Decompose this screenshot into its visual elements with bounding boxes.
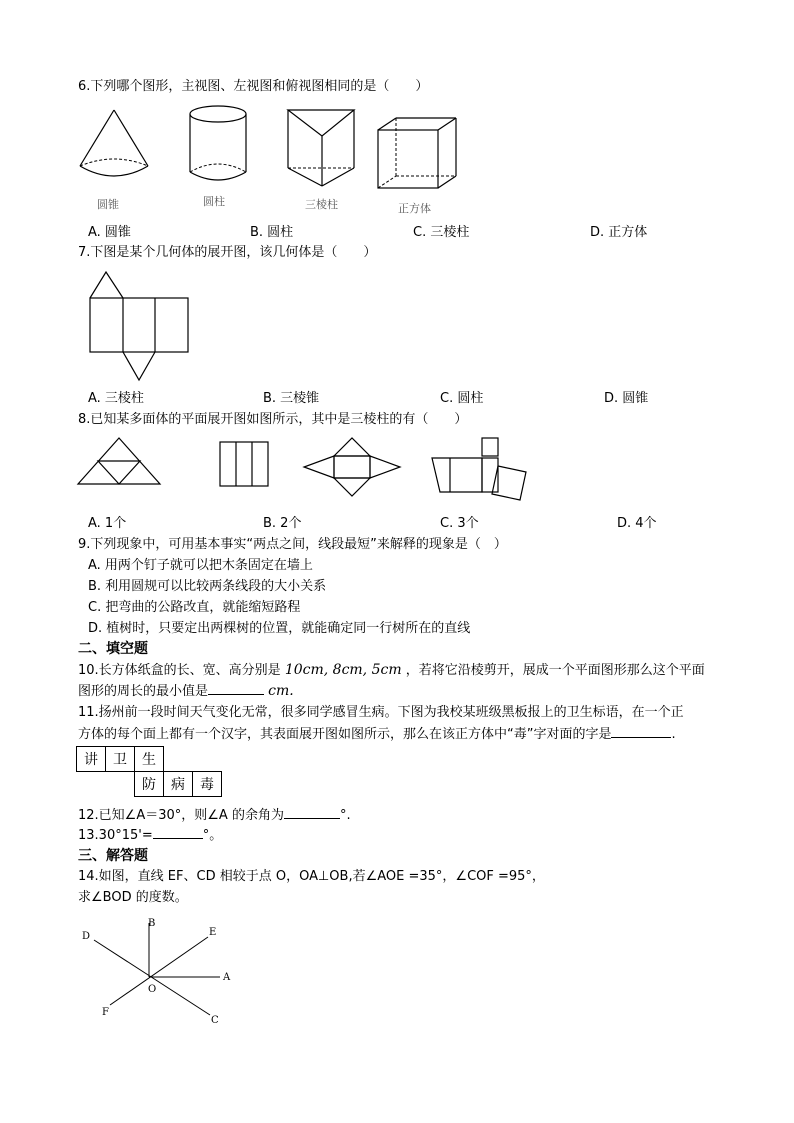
q10-line2 [78, 682, 294, 701]
q7-option-c: C. 圆柱 [440, 391, 484, 406]
net-figure-4 [430, 436, 530, 506]
q7-option-d: D. 圆锥 [604, 391, 649, 406]
q8-stem: 8.已知某多面体的平面展开图如图所示，其中是三棱柱的有（ ） [78, 412, 468, 427]
q12-text: 12.已知∠A＝30°，则∠A 的余角为 [78, 808, 284, 823]
triangular-prism-figure [286, 108, 356, 188]
q9-option-b: B. 利用圆规可以比较两条线段的大小关系 [88, 579, 327, 594]
label-d: D [82, 931, 91, 942]
q8-option-b: B. 2个 [263, 516, 302, 531]
q10-post: ，若将它沿棱剪开，展成一个平面图形那么这个平面 [405, 663, 705, 678]
q11-line1: 11.扬州前一段时间天气变化无常，很多同学感冒生病。下图为我校某班级黑板报上的卫生标语，在一个正 [78, 705, 684, 720]
q13-end: °。 [202, 828, 223, 843]
q6-option-b: B. 圆柱 [250, 225, 294, 240]
q7-option-a: A. 三棱柱 [88, 391, 144, 406]
net-cell: 病 [164, 772, 193, 797]
q10-line1 [78, 661, 705, 680]
q10-math: 10cm, 8cm, 5cm [284, 662, 402, 678]
q9-stem: 9.下列现象中，可用基本事实“两点之间，线段最短”来解释的现象是（ ） [78, 537, 507, 552]
caption-cone: 圆锥 [97, 198, 119, 211]
caption-prism: 三棱柱 [305, 198, 338, 211]
q13 [78, 826, 222, 845]
cylinder-figure [188, 104, 248, 184]
label-o: O [148, 984, 157, 995]
q7-option-b: B. 三棱锥 [263, 391, 320, 406]
label-b: B [148, 918, 156, 929]
q9-option-d: D. 植树时，只要定出两棵树的位置，就能确定同一行树所在的直线 [88, 621, 471, 636]
net-figure-3 [302, 436, 402, 500]
q7-stem: 7.下图是某个几何体的展开图，该几何体是（ ） [78, 245, 377, 260]
net-cell: 生 [135, 747, 164, 772]
label-e: E [209, 927, 217, 938]
q11-answer-blank [611, 725, 671, 738]
q11-line2-text: 方体的每个面上都有一个汉字，其表面展开图如图所示，那么在该正方体中“毒”字对面的字是 [78, 727, 612, 742]
net-cell: 防 [135, 772, 164, 797]
prism-net-figure [88, 270, 192, 356]
q12-answer-blank [284, 806, 340, 819]
q10-answer-blank [208, 682, 264, 695]
q9-option-c: C. 把弯曲的公路改直，就能缩短路程 [88, 600, 301, 615]
q10-pre: 10.长方体纸盒的长、宽、高分别是 [78, 663, 281, 678]
label-c: C [211, 1015, 219, 1026]
q13-answer-blank [153, 826, 203, 839]
q11-line2 [78, 725, 676, 744]
q10-line2-text: 图形的周长的最小值是 [78, 684, 209, 699]
net-cell: 讲 [77, 747, 106, 772]
q8-option-a: A. 1个 [88, 516, 127, 531]
q8-option-d: D. 4个 [617, 516, 657, 531]
section-answer: 三、解答题 [78, 848, 148, 864]
net-figure-1 [76, 436, 162, 488]
cube-net-table [76, 746, 222, 797]
q8-option-c: C. 3个 [440, 516, 479, 531]
net-cell: 卫 [106, 747, 135, 772]
section-fill-in: 二、填空题 [78, 641, 148, 657]
q6-option-c: C. 三棱柱 [413, 225, 470, 240]
q13-text: 13.30°15'= [78, 828, 153, 843]
caption-cube: 正方体 [398, 202, 431, 215]
cone-figure [78, 108, 150, 188]
net-figure-2 [218, 440, 270, 490]
q6-option-d: D. 正方体 [590, 225, 648, 240]
label-a: A [223, 972, 231, 983]
q6-stem: 6.下列哪个图形，主视图、左视图和俯视图相同的是（ ） [78, 79, 429, 94]
q9-option-a: A. 用两个钉子就可以把木条固定在墙上 [88, 558, 313, 573]
q6-option-a: A. 圆锥 [88, 225, 131, 240]
label-f: F [102, 1007, 109, 1018]
q12 [78, 806, 351, 825]
net-cell: 毒 [193, 772, 222, 797]
q12-end: °. [339, 808, 351, 823]
caption-cylinder: 圆柱 [203, 195, 225, 208]
q10-unit: cm. [268, 683, 294, 699]
q14-line1: 14.如图，直线 EF、CD 相较于点 O，OA⊥OB,若∠AOE =35°，∠COF =95°， [78, 869, 545, 884]
q11-end: . [671, 727, 676, 742]
q14-line2: 求∠BOD 的度数。 [78, 890, 188, 905]
cube-figure [376, 116, 460, 190]
